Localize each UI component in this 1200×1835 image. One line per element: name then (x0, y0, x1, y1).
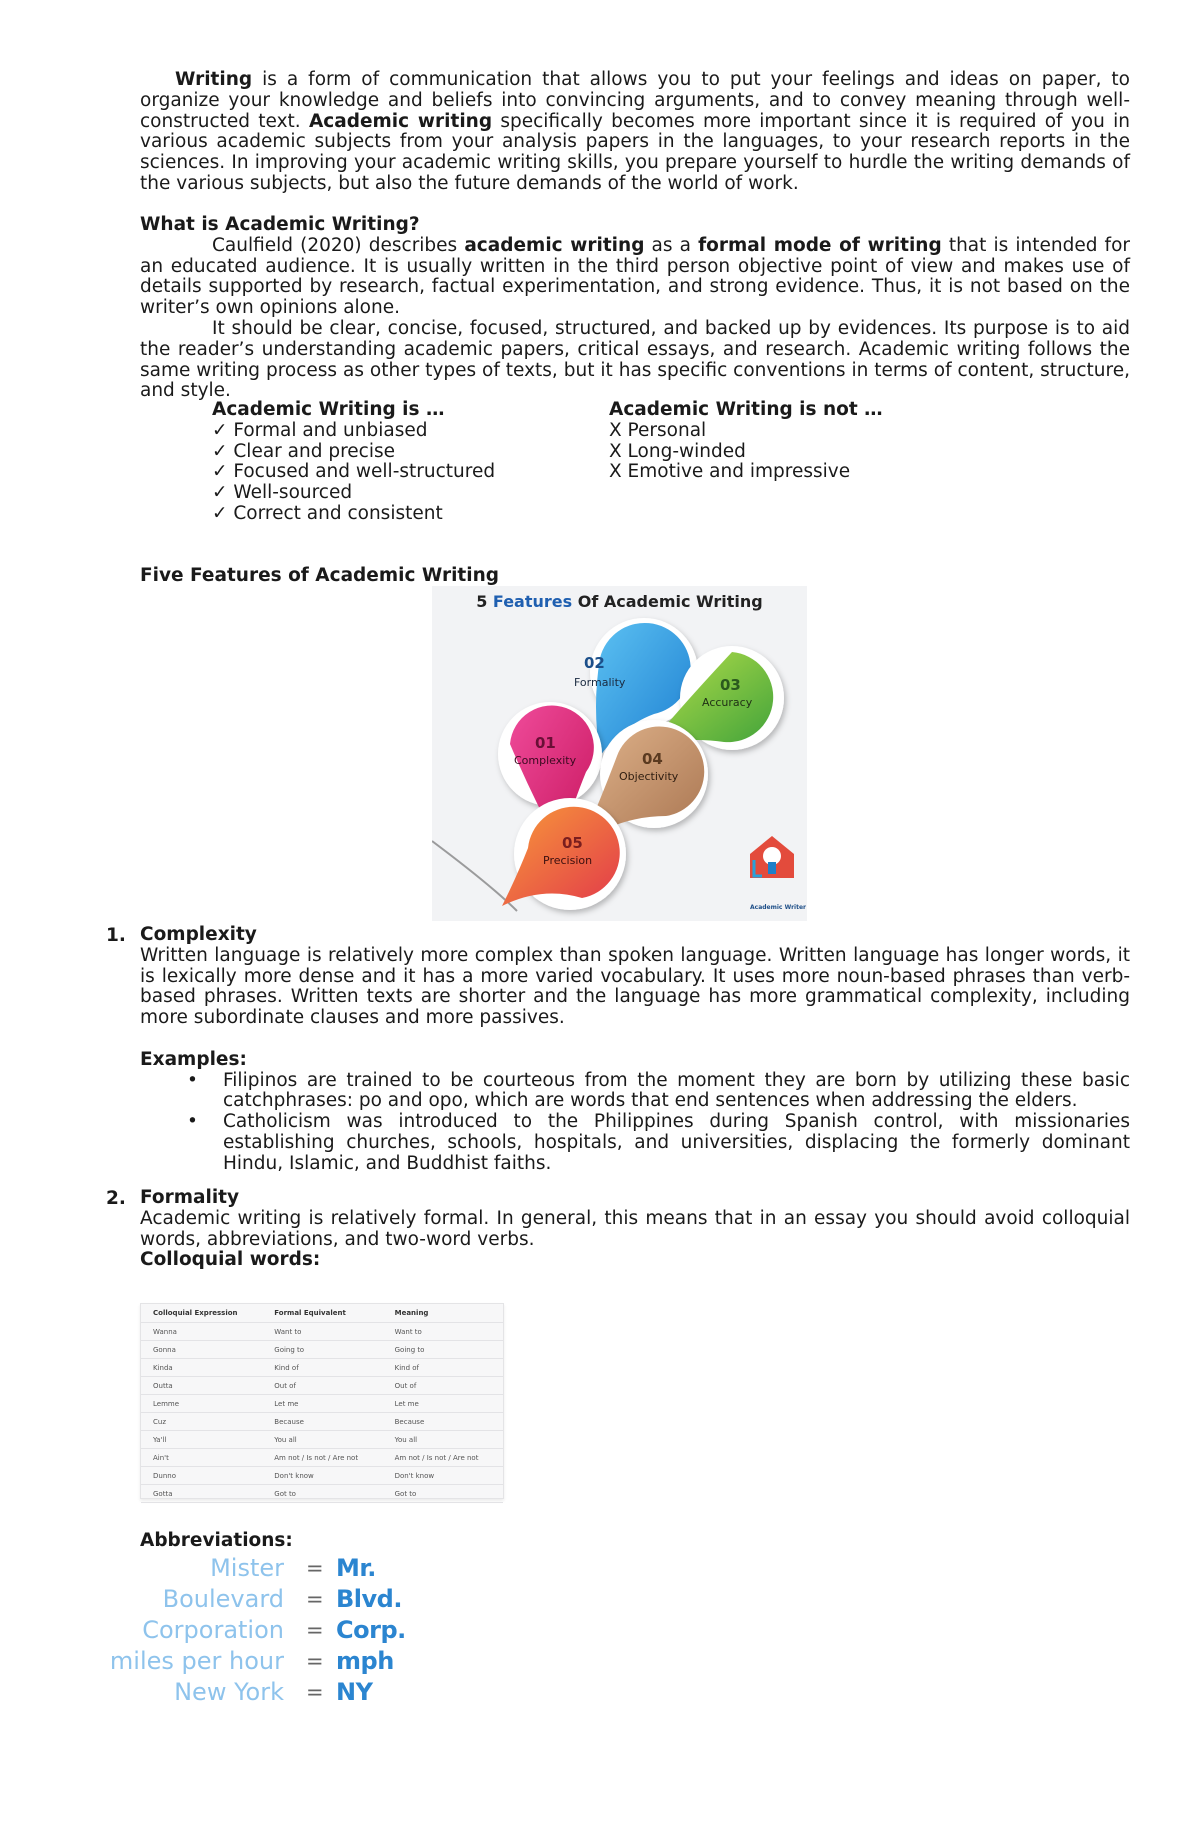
abbreviation-row (140, 1615, 440, 1646)
equals-sign: = (306, 1618, 324, 1642)
what-section (140, 215, 1130, 402)
table-row (141, 1485, 503, 1503)
example-text: Catholicism was introduced to the Philippines during Spanish control, with missionaries establishing churches, schools, hospitals, and universities, displacing the formerly dominant Hindu, Islamic, and Buddhist faiths. (223, 1111, 1130, 1174)
table-cell: Ain't (141, 1449, 262, 1467)
feature-label-objectivity: Objectivity (619, 770, 679, 783)
abbreviation-row (109, 1646, 440, 1677)
formality-section (140, 1188, 1130, 1271)
table-cell: Let me (383, 1395, 503, 1413)
isnot-list-item: X Personal (609, 419, 707, 441)
infographic-title-accent: Features (492, 592, 573, 611)
feature-label-accuracy: Accuracy (702, 696, 753, 709)
feature-label-precision: Precision (543, 854, 593, 867)
abbreviation-row (140, 1553, 440, 1584)
table-cell: Because (262, 1413, 382, 1431)
table-row (141, 1467, 503, 1485)
abbreviation-short: Blvd. (336, 1585, 402, 1613)
equals-sign: = (306, 1680, 324, 1704)
logo-text: Academic Writer (750, 904, 806, 911)
table-row (141, 1431, 503, 1449)
feature-label-complexity: Complexity (514, 754, 577, 767)
abbreviation-row (140, 1677, 440, 1708)
abbreviation-row (140, 1584, 440, 1615)
table-cell: Ya'll (141, 1431, 262, 1449)
abbreviation-short: mph (336, 1647, 394, 1675)
isnot-list (609, 400, 883, 483)
table-header-row (141, 1304, 503, 1323)
five-features-infographic (432, 586, 807, 921)
table-cell: Kinda (141, 1359, 262, 1377)
colloquial-words-table (140, 1303, 504, 1499)
abbreviation-short: Corp. (336, 1616, 406, 1644)
table-cell: Gotta (141, 1485, 262, 1503)
feature-num-05: 05 (562, 834, 583, 852)
formality-heading: Formality (140, 1187, 240, 1208)
abbreviations-section (140, 1531, 1130, 1552)
table-cell: Got to (383, 1485, 503, 1503)
is-list (212, 400, 495, 525)
infographic-title-pre: 5 (476, 592, 493, 611)
intro-term-writing: Writing (175, 69, 253, 90)
table-cell: Want to (383, 1323, 503, 1341)
table-header: Meaning (383, 1304, 503, 1323)
abbreviation-short: Mr. (336, 1554, 376, 1582)
is-list-item: ✓ Clear and precise (212, 440, 395, 462)
table-cell: Dunno (141, 1467, 262, 1485)
abbreviations-heading: Abbreviations: (140, 1530, 293, 1551)
table-cell: Cuz (141, 1413, 262, 1431)
formality-number: 2. (106, 1188, 126, 1209)
is-list-heading: Academic Writing is … (212, 399, 445, 420)
table-cell: You all (262, 1431, 382, 1449)
complexity-heading: Complexity (140, 924, 257, 945)
table-cell: Because (383, 1413, 503, 1431)
table-cell: Kind of (383, 1359, 503, 1377)
intro-text-1: is a form of communication that allows you to put your feelings and ideas on paper, to organize your knowledge and beliefs into convincing arguments, and to convey meaning through well-constructed text. (140, 69, 1130, 132)
examples-list (140, 1071, 1130, 1175)
feature-num-04: 04 (642, 750, 663, 768)
equals-sign: = (306, 1556, 324, 1580)
what-p1-term-a: academic writing (464, 234, 645, 256)
table-row (141, 1377, 503, 1395)
complexity-section (140, 925, 1130, 1175)
abbreviations-graphic (109, 1553, 440, 1708)
infographic-graphic (432, 586, 807, 921)
intro-paragraph (140, 70, 1130, 195)
isnot-list-item: X Long-winded (609, 440, 746, 462)
table-row (141, 1341, 503, 1359)
table-cell: Out of (262, 1377, 382, 1395)
what-heading: What is Academic Writing? (140, 214, 420, 235)
table-cell: Wanna (141, 1323, 262, 1341)
complexity-number: 1. (106, 925, 126, 946)
example-item: • Catholicism was introduced to the Philippines during Spanish control, with missionaries establishing churches, schools, hospitals, and universities, displacing the formerly dominant Hindu, Islamic, and Buddhist faiths. (187, 1111, 1130, 1174)
table-cell: Going to (262, 1341, 382, 1359)
equals-sign: = (306, 1587, 324, 1611)
what-paragraph-2: It should be clear, concise, focused, structured, and backed up by evidences. Its purpose is to aid the reader’s understanding academic papers, critical essays, and research. Academic writing follows the same writing process as other types of texts, but it has specific conventions in terms of content, structure, and style. (140, 317, 1130, 402)
is-list-item: ✓ Formal and unbiased (212, 419, 428, 441)
table-cell: Am not / Is not / Are not (383, 1449, 503, 1467)
is-list-item: ✓ Focused and well-structured (212, 461, 496, 483)
table-cell: Let me (262, 1395, 382, 1413)
table-row (141, 1395, 503, 1413)
table-row (141, 1323, 503, 1341)
table-cell: Don't know (262, 1467, 382, 1485)
feature-label-formality: Formality (574, 676, 626, 689)
table-cell: Got to (262, 1485, 382, 1503)
academic-writer-logo (750, 836, 794, 878)
table-cell: You all (383, 1431, 503, 1449)
complexity-body: Written language is relatively more complex than spoken language. Written language has longer words, it is lexically more dense and it has a more varied vocabulary. It uses more noun-based phrases than verb-based phrases. Written texts are shorter and the language has more grammatical complexity, including more subordinate clauses and more passives. (140, 944, 1130, 1029)
table-cell: Am not / Is not / Are not (262, 1449, 382, 1467)
example-text: Filipinos are trained to be courteous from the moment they are born by utilizing these basic catchphrases: po and opo, which are words that end sentences when addressing the elders. (223, 1069, 1130, 1112)
abbreviation-full: Mister (210, 1554, 284, 1582)
table-cell: Kind of (262, 1359, 382, 1377)
abbreviation-full: Corporation (142, 1616, 284, 1644)
intro-text-2: specifically becomes more important since it is required of you in various academic subjects from your analysis papers in the languages, to your research reports in the sciences. In improving your academic writing skills, you prepare yourself to hurdle the writing demands of the various subjects, but also the future demands of the world of work. (140, 110, 1130, 194)
abbreviation-full: miles per hour (109, 1647, 284, 1675)
examples-heading: Examples: (140, 1048, 247, 1070)
infographic-title-post: Of Academic Writing (572, 592, 763, 611)
table-row (141, 1359, 503, 1377)
example-item: • Filipinos are trained to be courteous from the moment they are born by utilizing these basic catchphrases: po and opo, which are words that end sentences when addressing the elders. (187, 1069, 1130, 1112)
table-header: Colloquial Expression (141, 1304, 262, 1323)
feature-num-02: 02 (584, 654, 605, 672)
table-cell: Don't know (383, 1467, 503, 1485)
table-cell: Going to (383, 1341, 503, 1359)
isnot-list-item: X Emotive and impressive (609, 461, 851, 483)
feature-num-01: 01 (535, 734, 556, 752)
intro-term-academic-writing: Academic writing (308, 110, 493, 132)
table-row (141, 1413, 503, 1431)
features-heading: Five Features of Academic Writing (140, 565, 500, 586)
isnot-list-heading: Academic Writing is not … (609, 399, 883, 420)
table-cell: Want to (262, 1323, 382, 1341)
abbreviation-full: Boulevard (162, 1585, 284, 1613)
table-row (141, 1449, 503, 1467)
is-list-item: ✓ Correct and consistent (212, 502, 443, 524)
features-section (140, 566, 1130, 587)
table-cell: Gonna (141, 1341, 262, 1359)
is-list-item: ✓ Well-sourced (212, 482, 353, 504)
table-cell: Out of (383, 1377, 503, 1395)
colloquial-heading: Colloquial words: (140, 1249, 321, 1271)
abbreviation-short: NY (336, 1678, 373, 1706)
formality-body: Academic writing is relatively formal. In general, this means that in an essay you should avoid colloquial words, abbreviations, and two-word verbs. (140, 1207, 1130, 1250)
feature-num-03: 03 (720, 676, 741, 694)
abbreviation-full: New York (174, 1678, 284, 1706)
equals-sign: = (306, 1649, 324, 1673)
what-p1-text-b: as a (644, 234, 699, 256)
what-p1-text-a: Caulfield (2020) describes (212, 234, 465, 256)
table-cell: Lemme (141, 1395, 262, 1413)
table-header: Formal Equivalent (262, 1304, 382, 1323)
what-p1-term-b: formal mode of writing (698, 234, 942, 256)
what-p1-text-c: that is intended for an educated audience. It is usually written in the third person objective point of view and makes use of details supported by research, factual experimentation, and strong evidence. Thus, it is not based on the writer’s own opinions alone. (140, 234, 1130, 319)
what-paragraph-1 (140, 236, 1130, 319)
table-cell: Outta (141, 1377, 262, 1395)
